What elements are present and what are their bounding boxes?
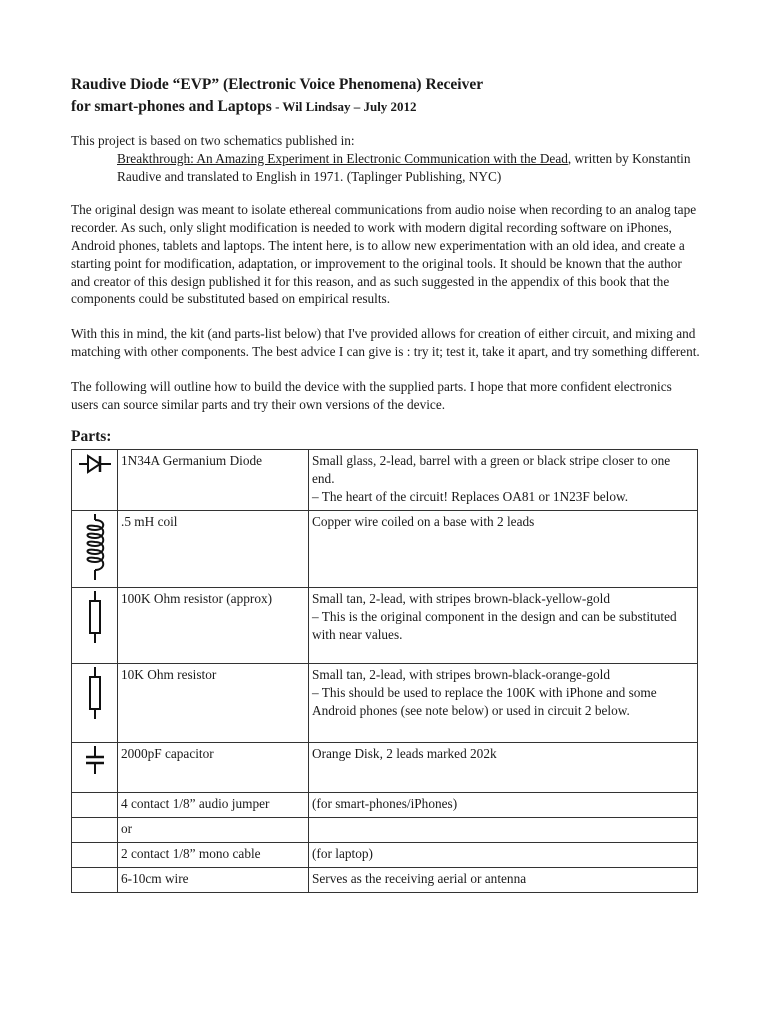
- document-page: [71, 74, 701, 893]
- part-name: 10K Ohm resistor: [118, 664, 309, 743]
- part-name: 6-10cm wire: [118, 868, 309, 893]
- book-title: Breakthrough: An Amazing Experiment in Electronic Communication with the Dead: [117, 150, 568, 166]
- document-title: [71, 74, 701, 118]
- part-name: 1N34A Germanium Diode: [118, 450, 309, 511]
- title-line-1: Raudive Diode “EVP” (Electronic Voice Phenomena) Receiver: [71, 76, 484, 93]
- table-row: [72, 664, 698, 743]
- table-row: [72, 588, 698, 664]
- symbol-cell: [72, 793, 118, 818]
- part-desc: Small tan, 2-lead, with stripes brown-black-yellow-gold – This is the original component in the design and can be substituted with near values.: [309, 588, 698, 664]
- diode-icon: [78, 453, 112, 475]
- part-name: 2 contact 1/8” mono cable: [118, 843, 309, 868]
- part-desc: Small glass, 2-lead, barrel with a green or black stripe closer to one end. – The heart of the circuit! Replaces OA81 or 1N23F below.: [309, 450, 698, 511]
- byline: - Wil Lindsay – July 2012: [271, 99, 417, 114]
- table-row: [72, 511, 698, 588]
- book-citation: [71, 150, 701, 186]
- symbol-cell: [72, 450, 118, 511]
- symbol-cell: [72, 843, 118, 868]
- table-row: [72, 843, 698, 868]
- table-row: [72, 818, 698, 843]
- symbol-cell: [72, 868, 118, 893]
- symbol-cell: [72, 664, 118, 743]
- symbol-cell: [72, 818, 118, 843]
- part-name: 100K Ohm resistor (approx): [118, 588, 309, 664]
- part-desc: Copper wire coiled on a base with 2 leads: [309, 511, 698, 588]
- parts-heading: Parts:: [71, 428, 112, 446]
- book-citation-rest: , written by Konstantin Raudive and translated to English in 1971. (Taplinger Publishing, NYC): [117, 150, 691, 184]
- part-desc: Serves as the receiving aerial or antenna: [309, 868, 698, 893]
- part-desc: [309, 818, 698, 843]
- resistor-icon: [87, 667, 103, 719]
- part-desc: Small tan, 2-lead, with stripes brown-black-orange-gold – This should be used to replace the 100K with iPhone and some Android phones (see note below) or used in circuit 2 below.: [309, 664, 698, 743]
- symbol-cell: [72, 588, 118, 664]
- part-name: .5 mH coil: [118, 511, 309, 588]
- table-row: [72, 868, 698, 893]
- capacitor-icon: [83, 746, 107, 774]
- part-desc: (for smart-phones/iPhones): [309, 793, 698, 818]
- paragraph-outline: The following will outline how to build the device with the supplied parts. I hope that more confident electronics users can source similar parts and try their own versions of the device.: [71, 378, 672, 412]
- part-name: 2000pF capacitor: [118, 743, 309, 793]
- title-line-2: for smart-phones and Laptops: [71, 98, 272, 115]
- symbol-cell: [72, 743, 118, 793]
- table-row: [72, 450, 698, 511]
- parts-table: [71, 449, 698, 893]
- symbol-cell: [72, 511, 118, 588]
- table-row: [72, 793, 698, 818]
- intro-lead: This project is based on two schematics published in:: [71, 133, 355, 148]
- table-row: [72, 743, 698, 793]
- paragraph-kit: With this in mind, the kit (and parts-list below) that I've provided allows for creation of either circuit, and mixing and matching with other components. The best advice I can give is : try it; test it, take it apart, and try something different.: [71, 326, 700, 359]
- coil-icon: [82, 514, 108, 580]
- part-desc: Orange Disk, 2 leads marked 202k: [309, 743, 698, 793]
- part-name: or: [118, 818, 309, 843]
- paragraph-original-design: The original design was meant to isolate ethereal communications from audio noise when recording to an analog tape recorder. As such, only slight modification is needed to work with modern digital recording software on iPhones, Android phones, tablets and laptops. The intent here, is to allow new experimentation with an old idea, and create a starting point for modification, adaptation, or improvement to the original tools. It should be known that the author and creator of this design published it for this reason, and as such suggested in the appendix of this book that the components could be substituted based on empirical results.: [71, 202, 697, 307]
- part-name: 4 contact 1/8” audio jumper: [118, 793, 309, 818]
- part-desc: (for laptop): [309, 843, 698, 868]
- resistor-icon: [87, 591, 103, 643]
